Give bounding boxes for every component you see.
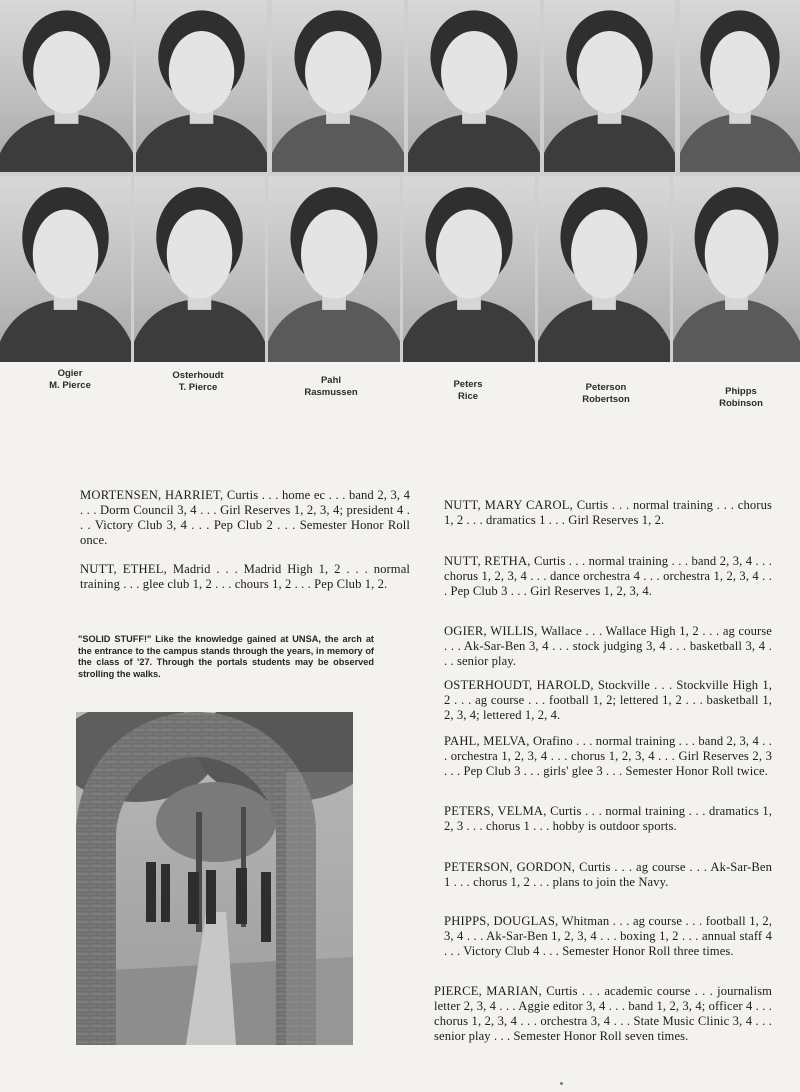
bio-osterhoudt-harold xyxy=(444,678,772,723)
portrait-captions xyxy=(0,362,800,422)
caption-line2: Robertson xyxy=(582,394,630,405)
caption-line2: T. Pierce xyxy=(178,382,218,393)
bio-text: Curtis . . . academic course . . . journalism letter 2, 3, 4 . . . Aggie editor 3, 4 . . . band 1, 2, 3, 4; officer 4 . . . chorus 1, 2, 3, 4 . . . orchestra 3, 4 . . . State Music Clinic 3, 4 . . . senior play . . . Semester Honor Roll seven times. xyxy=(434,984,773,1043)
bio-text: Stockville . . . Stockville High 1, 2 . . . ag course . . . football 1, 2; lettered 1, 2 . . . basketball 1, 2, 3, 4; lettered 1, 2, 4. xyxy=(444,678,773,722)
bio-text: Curtis . . . home ec . . . band 2, 3, 4 . . . Dorm Council 3, 4 . . . Girl Reserves 1, 2, 3, 4; president 4 . . . Victory Club 3, 4 . . . Pep Club 2 . . . Semester Honor Roll once. xyxy=(80,488,410,547)
portrait-robinson xyxy=(673,176,800,362)
caption-line1: Phipps xyxy=(725,386,757,397)
bio-text: Orafino . . . normal training . . . band 2, 3, 4 . . . orchestra 1, 2, 3, 4 . . . chorus 1, 2, 3, 4 . . . Girl Reserves 2, 3 . . . Pep Club 3 . . . girls' glee 3 . . . Semester Honor Roll twice. xyxy=(444,734,772,778)
caption-2 xyxy=(143,370,253,394)
bio-pahl-melva xyxy=(444,734,772,779)
caption-line1: Pahl xyxy=(320,375,342,386)
page-dot xyxy=(560,1082,563,1085)
bio-nutt-mary-carol xyxy=(444,498,772,528)
caption-text: Like the knowledge gained at UNSA, the arch at the entrance to the campus stands through the years, in memory of the class of '27. Through the portals students may be observed strolling the walks. xyxy=(78,634,374,679)
bio-peters-velma xyxy=(444,804,772,834)
portrait-silhouette xyxy=(272,0,404,172)
portrait-silhouette xyxy=(680,0,800,172)
portrait-phipps xyxy=(680,0,800,172)
bio-name: OSTERHOUDT, HAROLD, xyxy=(444,678,594,692)
bio-peterson-gordon xyxy=(444,860,772,890)
portrait-peters xyxy=(408,0,540,172)
portrait-t-pierce xyxy=(134,176,265,362)
bio-ogier-willis xyxy=(444,624,772,669)
caption-line2: Rasmussen xyxy=(304,387,358,398)
campus-arch-photo xyxy=(76,712,353,1045)
bio-phipps-douglas xyxy=(444,914,772,959)
portrait-m-pierce xyxy=(0,176,131,362)
portrait-silhouette xyxy=(268,176,400,362)
portrait-silhouette xyxy=(544,0,675,172)
caption-6 xyxy=(686,386,796,410)
caption-lead: "SOLID STUFF!" xyxy=(78,634,152,644)
caption-line2: Robinson xyxy=(719,398,763,409)
arch-photo-caption xyxy=(78,634,374,680)
portrait-silhouette xyxy=(673,176,800,362)
portrait-grid xyxy=(0,0,800,362)
bio-text: Madrid . . . Madrid High 1, 2 . . . normal training . . . glee club 1, 2 . . . chours 1, 2 . . . Pep Club 1, 2. xyxy=(80,562,410,591)
caption-line1: Peters xyxy=(453,379,483,390)
bio-name: NUTT, ETHEL, xyxy=(80,562,167,576)
portrait-rice xyxy=(403,176,535,362)
caption-line1: Peterson xyxy=(585,382,627,393)
bio-name: OGIER, WILLIS, xyxy=(444,624,538,638)
caption-line2: M. Pierce xyxy=(49,380,91,391)
bio-name: PAHL, MELVA, xyxy=(444,734,530,748)
caption-4 xyxy=(413,379,523,403)
portrait-silhouette xyxy=(0,0,133,172)
bio-name: NUTT, RETHA, xyxy=(444,554,531,568)
bio-name: PETERS, VELMA, xyxy=(444,804,547,818)
caption-5 xyxy=(551,382,661,406)
caption-1 xyxy=(15,368,125,392)
portrait-silhouette xyxy=(134,176,265,362)
bio-text: Curtis . . . normal training . . . band 2, 3, 4 . . . chorus 1, 2, 3, 4 . . . dance orchestra 4 . . . orchestra 1, 2, 3, 4 . . . Pep Club 3 . . . Girl Reserves 1, 2, 3, 4. xyxy=(444,554,772,598)
bio-text: Curtis . . . normal training . . . dramatics 1, 2, 3 . . . chorus 1 . . . hobby is outdoor sports. xyxy=(444,804,773,833)
bio-name: PHIPPS, DOUGLAS, xyxy=(444,914,559,928)
portrait-silhouette xyxy=(403,176,535,362)
caption-line2: Rice xyxy=(457,391,479,402)
bio-text: Wallace . . . Wallace High 1, 2 . . . ag course . . . Ak-Sar-Ben 3, 4 . . . stock judging 3, 4 . . . basketball 3, 4 . . . senior play. xyxy=(444,624,772,668)
bio-pierce-marian xyxy=(434,984,772,1044)
bio-nutt-retha xyxy=(444,554,772,599)
portrait-peterson xyxy=(544,0,675,172)
bio-text: Curtis . . . ag course . . . Ak-Sar-Ben 1 . . . chorus 1, 2 . . . plans to join the Navy. xyxy=(444,860,773,889)
bio-mortensen-harriet xyxy=(80,488,410,548)
bio-name: PIERCE, MARIAN, xyxy=(434,984,542,998)
caption-line1: Ogier xyxy=(57,368,83,379)
portrait-robertson xyxy=(538,176,670,362)
portrait-silhouette xyxy=(136,0,267,172)
portrait-silhouette xyxy=(538,176,670,362)
portrait-pahl xyxy=(272,0,404,172)
portrait-ogier xyxy=(0,0,133,172)
caption-line1: Osterhoudt xyxy=(172,370,224,381)
bio-name: MORTENSEN, HARRIET, xyxy=(80,488,224,502)
portrait-osterhoudt xyxy=(136,0,267,172)
bio-text: Curtis . . . normal training . . . chorus 1, 2 . . . dramatics 1 . . . Girl Reserves 1, 2. xyxy=(444,498,772,527)
portrait-rasmussen xyxy=(268,176,400,362)
portrait-silhouette xyxy=(408,0,540,172)
caption-3 xyxy=(276,375,386,399)
bio-name: NUTT, MARY CAROL, xyxy=(444,498,573,512)
bio-text: Whitman . . . ag course . . . football 1, 2, 3, 4 . . . Ak-Sar-Ben 1, 2, 3, 4 . . . boxing 1, 2 . . . annual staff 4 . . . Victory Club 4 . . . Semester Honor Roll three times. xyxy=(444,914,772,958)
portrait-silhouette xyxy=(0,176,131,362)
bio-nutt-ethel xyxy=(80,562,410,592)
bio-name: PETERSON, GORDON, xyxy=(444,860,576,874)
arch-illustration xyxy=(76,712,353,1045)
